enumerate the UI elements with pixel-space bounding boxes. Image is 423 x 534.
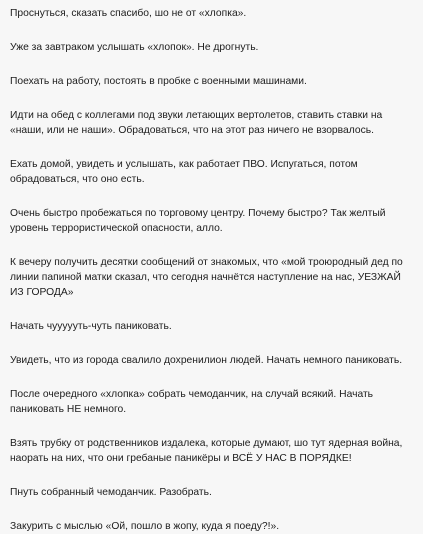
post-paragraph-9: Увидеть, что из города свалило дохренилион людей. Начать немного паниковать.	[10, 355, 403, 366]
post-paragraph-10: После очередного «хлопка» собрать чемоданчик, на случай всякий. Начать паниковать НЕ немного.	[10, 389, 374, 415]
post-paragraph-1: Проснуться, сказать спасибо, шо не от «хлопка».	[10, 8, 247, 19]
post-paragraph-5: Ехать домой, увидеть и услышать, как работает ПВО. Испугаться, потом обрадоваться, что оно есть.	[10, 159, 358, 185]
post-paragraph-11: Взять трубку от родственников издалека, которые думают, шо тут ядерная война, наорать на них, что они гребаные паникёры и ВСЁ У НАС В ПОРЯДКЕ!	[10, 438, 403, 464]
post-paragraph-12: Пнуть собранный чемоданчик. Разобрать.	[10, 487, 212, 498]
post-paragraph-7: К вечеру получить десятки сообщений от знакомых, что «мой троюродный дед по линии папиной матки сказал, что сегодня начнётся наступление на нас, УЕЗЖАЙ ИЗ ГОРОДА»	[10, 257, 403, 298]
post-paragraph-6: Очень быстро пробежаться по торговому центру. Почему быстро? Так желтый уровень террористической опасности, алло.	[10, 208, 386, 234]
post-paragraph-13: Закурить с мыслью «Ой, пошло в жопу, куда я поеду?!».	[10, 521, 280, 532]
post-paragraph-2: Уже за завтраком услышать «хлопок». Не дрогнуть.	[10, 42, 259, 53]
post-paragraph-8: Начать чуууууть-чуть паниковать.	[10, 321, 172, 332]
post-paragraph-4: Идти на обед с коллегами под звуки летающих вертолетов, ставить ставки на «наши, или не наши». Обрадоваться, что на этот раз ничего не взорвалось.	[10, 110, 383, 136]
post-paragraph-3: Поехать на работу, постоять в пробке с военными машинами.	[10, 76, 307, 87]
